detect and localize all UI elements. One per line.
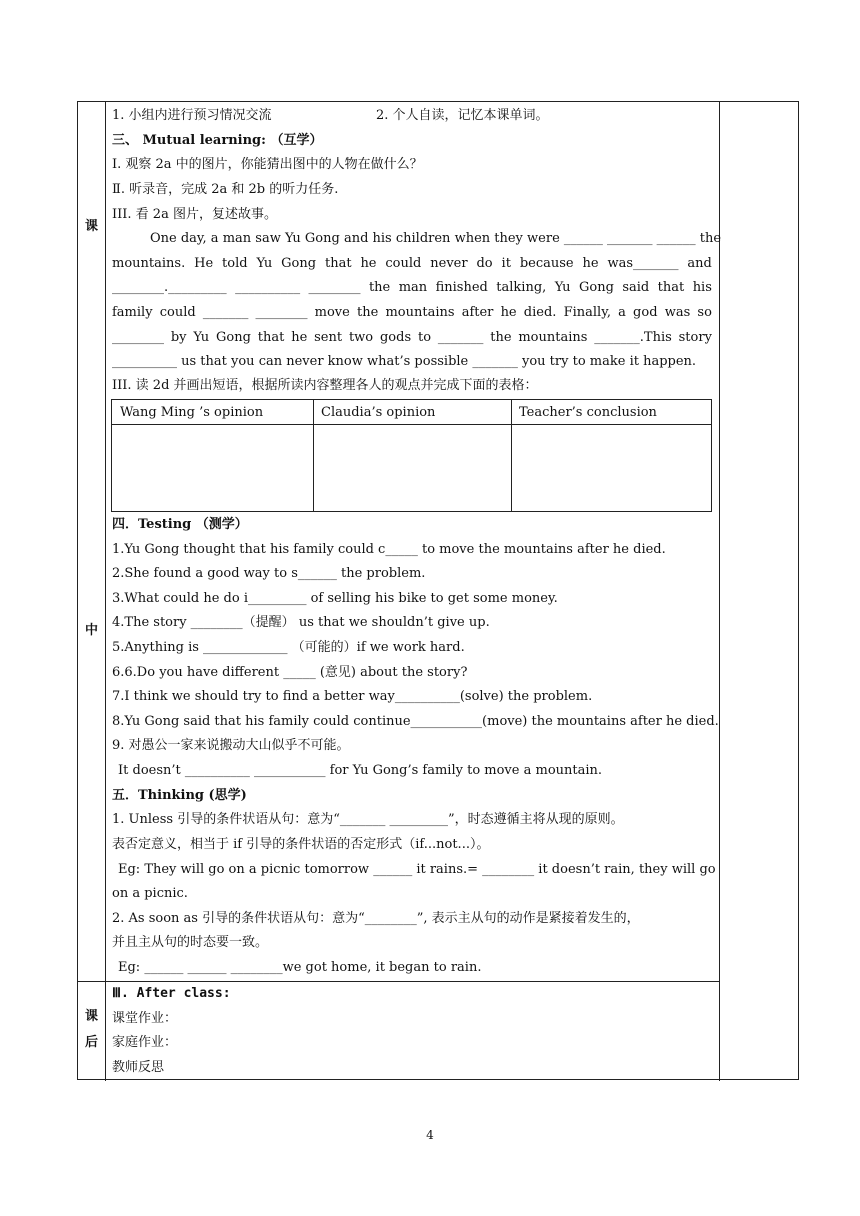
story-word: never xyxy=(430,256,468,271)
story-word: and xyxy=(687,256,712,271)
story-word: could xyxy=(385,256,422,271)
test-item-6: 6.6.Do you have different _____ (意见) about the story? xyxy=(112,665,468,680)
task-retell: III. 看 2a 图片，复述故事。 xyxy=(112,207,277,222)
thinking-as-soon-as-example: Eg: ______ ______ ________we got home, it began to rain. xyxy=(118,960,482,975)
story-word: said xyxy=(622,280,650,295)
story-line-6: __________ us that you can never know what’s possible _______ you try to make it happen. xyxy=(112,354,697,369)
column-divider-left xyxy=(105,102,106,1081)
story-word: died. xyxy=(523,305,557,320)
story-word: that xyxy=(324,256,352,271)
test-item-8: 8.Yu Gong said that his family could continue___________(move) the mountains after he died. xyxy=(112,714,719,729)
story-word: god xyxy=(633,305,658,320)
classwork-label: 课堂作业： xyxy=(112,1011,178,1026)
after-class-title: Ⅲ. After class: xyxy=(112,986,231,1001)
story-word: he xyxy=(360,256,377,271)
test-item-5: 5.Anything is _____________ （可能的）if we work hard. xyxy=(112,640,465,655)
story-word: because xyxy=(519,256,574,271)
page-number: 4 xyxy=(426,1128,434,1142)
test-item-2: 2.She found a good way to s______ the problem. xyxy=(112,566,426,581)
story-word: so xyxy=(697,305,712,320)
story-word: was xyxy=(664,305,691,320)
task-observe: Ⅰ. 观察 2a 中的图片，你能猜出图中的人物在做什么？ xyxy=(112,157,423,172)
story-word: gods xyxy=(379,330,412,345)
story-word: it xyxy=(501,256,511,271)
story-word: that xyxy=(257,330,285,345)
story-word: do xyxy=(476,256,493,271)
story-word: he xyxy=(291,330,308,345)
section-mutual-learning: 三、 Mutual learning: （互学） xyxy=(112,133,323,148)
header-teacher: Teacher’s conclusion xyxy=(519,405,657,420)
story-word: ________ xyxy=(308,280,361,295)
story-word: his xyxy=(692,280,712,295)
thinking-as-soon-as: 2. As soon as 引导的条件状语从句：意为“________”, 表示主从句的动作是紧接着发生的， xyxy=(112,911,640,926)
story-word: mountains xyxy=(518,330,588,345)
story-word: after xyxy=(461,305,494,320)
story-word: the xyxy=(490,330,512,345)
story-word: Yu xyxy=(256,256,273,271)
homework-label: 家庭作业： xyxy=(112,1035,178,1050)
section-testing: 四．Testing （测学） xyxy=(112,517,248,532)
story-line-4 xyxy=(112,303,712,323)
story-word: by xyxy=(170,330,187,345)
thinking-as-soon-as-note: 并且主从句的时态要一致。 xyxy=(112,935,269,950)
story-word: ________ xyxy=(255,305,308,320)
story-word: man xyxy=(398,280,428,295)
side-label-zhong: 中 xyxy=(84,623,98,638)
story-word: finished xyxy=(435,280,488,295)
side-label-hou: 后 xyxy=(84,1035,98,1050)
test-item-3: 3.What could he do i_________ of selling his bike to get some money. xyxy=(112,591,558,606)
story-line-3 xyxy=(112,278,712,298)
test-item-4: 4.The story ________（提醒） us that we shouldn’t give up. xyxy=(112,615,490,630)
story-word: Gong xyxy=(216,330,251,345)
story-word: _______ xyxy=(437,330,484,345)
story-word: he xyxy=(582,256,599,271)
story-line-2 xyxy=(112,254,712,274)
header-claudia: Claudia’s opinion xyxy=(321,405,436,420)
thinking-unless-note: 表否定意义，相当于 if 引导的条件状语的否定形式（if...not...）。 xyxy=(112,837,490,852)
task-read-2d: III. 读 2d 并画出短语，根据所读内容整理各人的观点并完成下面的表格： xyxy=(112,378,538,393)
story-word: sent xyxy=(314,330,343,345)
story-word: move xyxy=(314,305,350,320)
thinking-unless-example-end: on a picnic. xyxy=(112,886,188,901)
story-word: __________ xyxy=(235,280,301,295)
task-listen: Ⅱ. 听录音，完成 2a 和 2b 的听力任务. xyxy=(112,182,339,197)
story-word: two xyxy=(348,330,374,345)
test-item-1: 1.Yu Gong thought that his family could c_____ to move the mountains after he died. xyxy=(112,542,666,557)
self-reading: 2. 个人自读，记忆本课单词。 xyxy=(376,108,549,123)
story-word: told xyxy=(222,256,248,271)
section-thinking: 五．Thinking (思学) xyxy=(112,788,247,803)
story-line-5 xyxy=(112,328,712,348)
lesson-table xyxy=(77,101,799,1080)
story-word: _______ xyxy=(202,305,249,320)
story-word: to xyxy=(417,330,432,345)
story-word: the xyxy=(357,305,379,320)
story-word: He xyxy=(194,256,214,271)
story-word: ________._________ xyxy=(112,280,227,295)
story-word: could xyxy=(159,305,196,320)
story-word: Yu xyxy=(193,330,210,345)
test-item-9: 9. 对愚公一家来说搬动大山似乎不可能。 xyxy=(112,738,350,753)
story-word: was_______ xyxy=(607,256,679,271)
story-word: a xyxy=(618,305,626,320)
opinion-table xyxy=(111,399,712,512)
story-word: _______.This xyxy=(594,330,672,345)
story-word: Finally, xyxy=(563,305,611,320)
test-item-7: 7.I think we should try to find a better way__________(solve) the problem. xyxy=(112,689,593,704)
side-label-ke-after: 课 xyxy=(84,1009,98,1024)
story-line-1: One day, a man saw Yu Gong and his children when they were ______ _______ ______ the xyxy=(150,231,722,246)
story-word: story xyxy=(678,330,712,345)
story-word: that xyxy=(657,280,685,295)
side-label-ke: 课 xyxy=(84,219,98,234)
story-word: the xyxy=(368,280,391,295)
story-word: Gong xyxy=(578,280,614,295)
story-word: family xyxy=(112,305,153,320)
header-wang-ming: Wang Ming ’s opinion xyxy=(120,405,264,420)
row-divider xyxy=(78,981,719,982)
story-word: he xyxy=(500,305,517,320)
preview-exchange: 1. 小组内进行预习情况交流 xyxy=(112,108,272,123)
story-word: mountains. xyxy=(112,256,186,271)
story-word: Yu xyxy=(554,280,571,295)
story-word: mountains xyxy=(385,305,455,320)
story-word: ________ xyxy=(112,330,164,345)
thinking-unless-example: Eg: They will go on a picnic tomorrow ______ it rains.= ________ it doesn’t rain, they will go xyxy=(118,862,716,877)
story-word: Gong xyxy=(281,256,317,271)
teacher-reflection-label: 教师反思 xyxy=(112,1060,165,1075)
thinking-unless: 1. Unless 引导的条件状语从句：意为“_______ _________”，时态遵循主将从现的原则。 xyxy=(112,812,624,827)
test-item-9-sentence: It doesn’t __________ ___________ for Yu Gong’s family to move a mountain. xyxy=(118,763,603,778)
story-word: talking, xyxy=(496,280,547,295)
